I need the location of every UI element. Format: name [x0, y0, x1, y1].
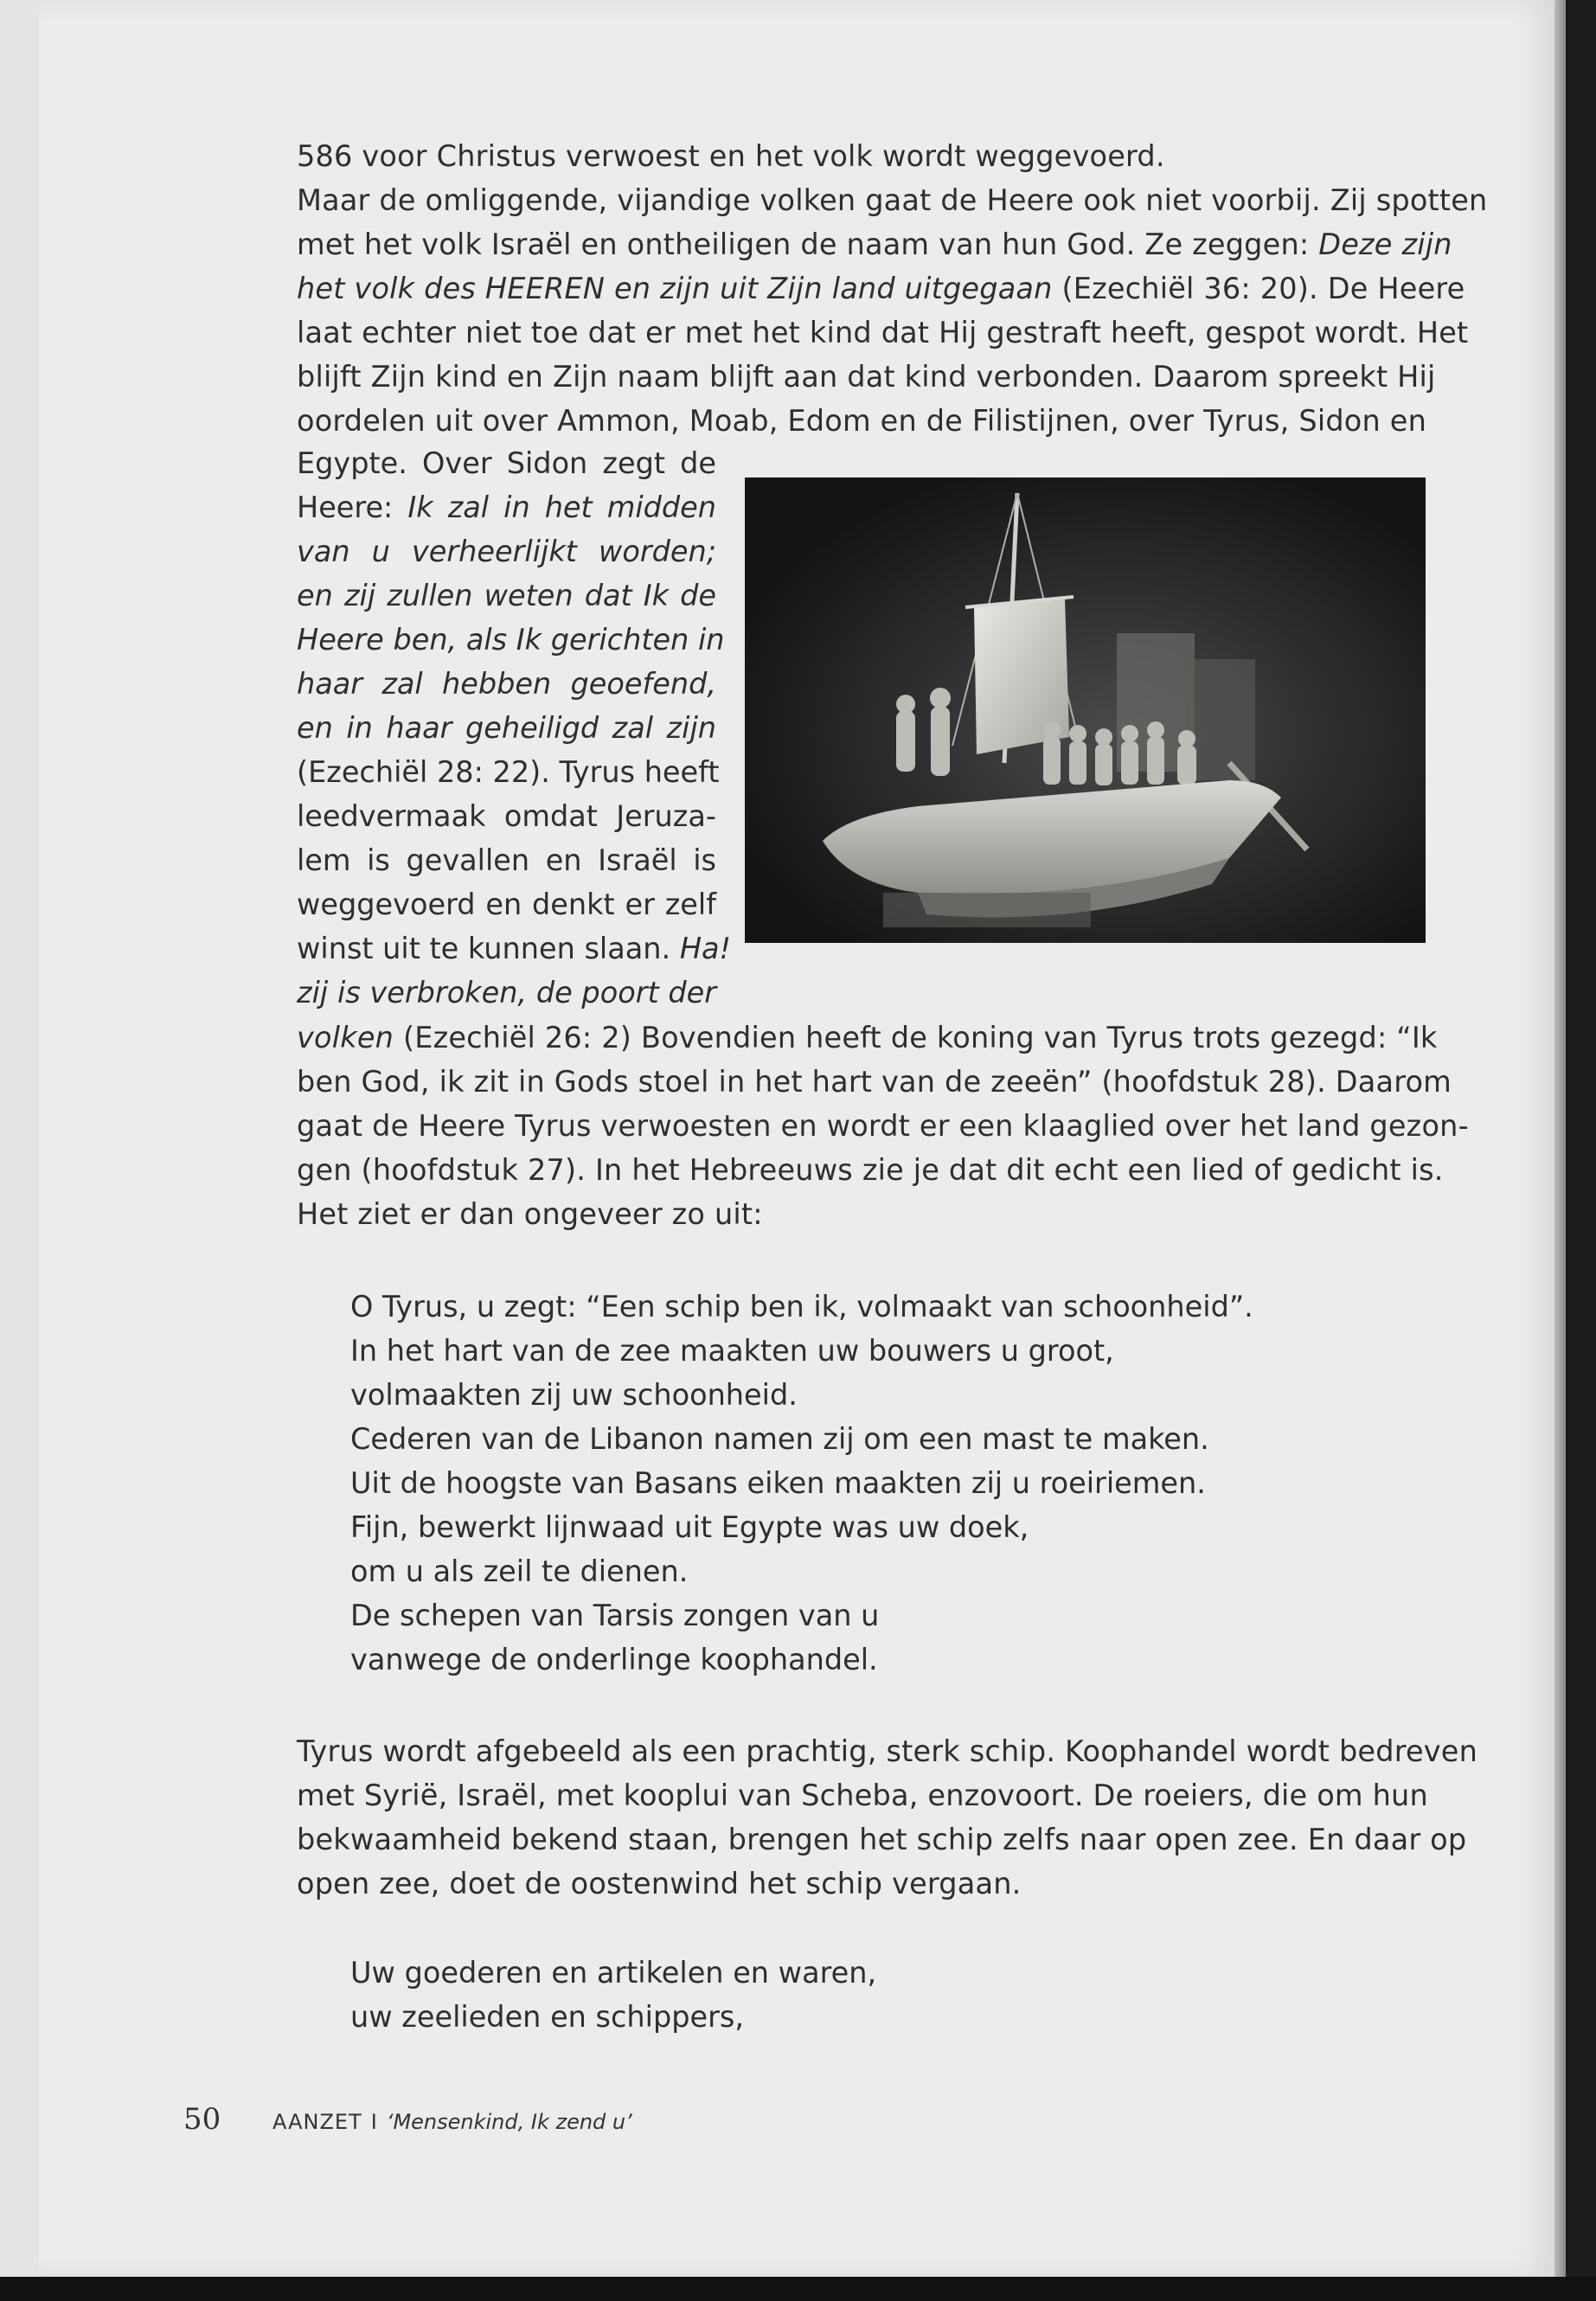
wrapped-text-column — [297, 441, 731, 1015]
text-line: bekwaamheid bekend staan, brengen het schip zelfs naar open zee. En daar op — [297, 1823, 1467, 1856]
text-line: leedvermaak omdat Jeruza- — [297, 799, 716, 833]
text-line: het volk des HEEREN en zijn uit Zijn land uitgegaan (Ezechiël 36: 20). De Heere — [297, 272, 1465, 305]
poem-line: In het hart van de zee maakten uw bouwers u groot, — [350, 1334, 1114, 1368]
paragraph-tyrus-ship — [297, 1729, 1478, 1906]
page-number: 50 — [183, 2102, 221, 2137]
book-title: ‘Mensenkind, Ik zend u’ — [386, 2110, 632, 2134]
text-line: gen (hoofdstuk 27). In het Hebreeuws zie je dat dit echt een lied of gedicht is. — [297, 1153, 1444, 1187]
poem-line: Uit de hoogste van Basans eiken maakten zij u roeiriemen. — [350, 1466, 1206, 1500]
poem-line: O Tyrus, u zegt: “Een schip ben ik, volmaakt van schoonheid”. — [350, 1290, 1253, 1324]
right-background — [1566, 0, 1596, 2277]
poem-line: Uw goederen en artikelen en waren, — [350, 1956, 877, 1990]
page-footer — [183, 2102, 632, 2137]
text-line: volken (Ezechiël 26: 2) Bovendien heeft de koning van Tyrus trots gezegd: “Ik — [297, 1021, 1438, 1054]
text-line: gaat de Heere Tyrus verwoesten en wordt er een klaaglied over het land gezon- — [297, 1109, 1469, 1143]
text-line: zij is verbroken, de poort der — [297, 976, 716, 1009]
text-line: haar zal hebben geoefend, — [297, 667, 716, 701]
page-edge — [1554, 0, 1566, 2277]
text-line: weggevoerd en denkt er zelf — [297, 888, 716, 921]
text-line: met Syrië, Israël, met kooplui van Scheba, enzovoort. De roeiers, die om hun — [297, 1779, 1428, 1812]
text-line: Maar de omliggende, vijandige volken gaat de Heere ook niet voorbij. Zij spotten — [297, 183, 1488, 217]
text-line: en in haar geheiligd zal zijn — [297, 711, 716, 745]
text-line: Heere: Ik zal in het midden — [297, 490, 717, 524]
poem-line: De schepen van Tarsis zongen van u — [350, 1599, 880, 1632]
continuation-paragraph — [297, 1016, 1469, 1236]
text-line: (Ezechiël 28: 22). Tyrus heeft — [297, 755, 720, 789]
intro-paragraph — [297, 134, 1488, 443]
text-line: van u verheerlijkt worden; — [297, 535, 716, 568]
footer-separator: I — [370, 2110, 378, 2134]
text-line: 586 voor Christus verwoest en het volk wordt weggevoerd. — [297, 139, 1165, 173]
text-line: lem is gevallen en Israël is — [297, 843, 716, 877]
poem-line: Fijn, bewerkt lijnwaad uit Egypte was uw doek, — [350, 1510, 1029, 1544]
text-line: laat echter niet toe dat er met het kind dat Hij gestraft heeft, gespot wordt. Het — [297, 316, 1469, 349]
text-line: Heere ben, als Ik gerichten in — [297, 623, 725, 657]
poem-line: uw zeelieden en schippers, — [350, 2000, 744, 2034]
text-line: winst uit te kunnen slaan. Ha! — [297, 932, 731, 965]
poem-line: volmaakten zij uw schoonheid. — [350, 1378, 798, 1412]
poem-line: om u als zeil te dienen. — [350, 1554, 689, 1588]
left-margin — [0, 0, 39, 2277]
text-line: ben God, ik zit in Gods stoel in het hart van de zeeën” (hoofdstuk 28). Daarom — [297, 1065, 1452, 1099]
poem-lament-tyrus — [350, 1285, 1253, 1682]
bottom-background — [0, 2277, 1596, 2301]
text-line: open zee, doet de oostenwind het schip vergaan. — [297, 1867, 1022, 1900]
text-line: blijft Zijn kind en Zijn naam blijft aan dat kind verbonden. Daarom spreekt Hij — [297, 360, 1436, 394]
text-line: Het ziet er dan ongeveer zo uit: — [297, 1197, 763, 1231]
poem-goods — [350, 1951, 876, 2039]
boat-model-photo — [745, 478, 1426, 943]
text-line: oordelen uit over Ammon, Moab, Edom en de Filistijnen, over Tyrus, Sidon en — [297, 404, 1427, 438]
poem-line: vanwege de onderlinge koophandel. — [350, 1643, 878, 1676]
text-line: Tyrus wordt afgebeeld als een prachtig, sterk schip. Koophandel wordt bedreven — [297, 1734, 1478, 1768]
running-footer — [272, 2110, 632, 2134]
text-line: met het volk Israël en ontheiligen de naam van hun God. Ze zeggen: Deze zijn — [297, 228, 1452, 261]
poem-line: Cederen van de Libanon namen zij om een mast te maken. — [350, 1422, 1209, 1456]
text-line: Egypte. Over Sidon zegt de — [297, 446, 716, 480]
series-name: AANZET — [272, 2110, 362, 2134]
text-line: en zij zullen weten dat Ik de — [297, 579, 716, 612]
